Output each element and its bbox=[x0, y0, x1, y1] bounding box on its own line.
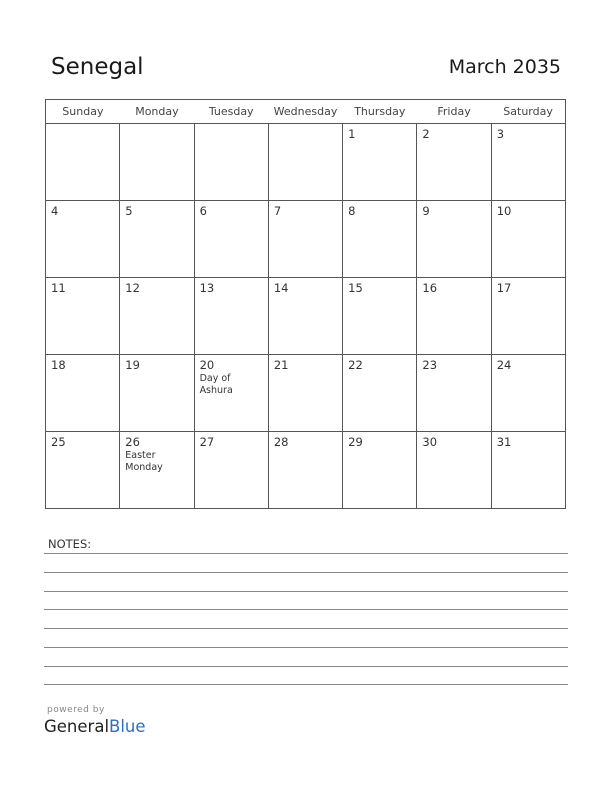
day-number: 3 bbox=[496, 127, 505, 141]
day-number: 9 bbox=[422, 204, 430, 218]
day-number: 22 bbox=[348, 358, 363, 372]
day-cell bbox=[194, 432, 268, 509]
weekday-tuesday: Tuesday bbox=[194, 100, 268, 124]
day-number: 16 bbox=[422, 281, 438, 295]
week-row bbox=[46, 124, 566, 201]
notes-line bbox=[44, 666, 568, 667]
day-number: 17 bbox=[496, 281, 512, 295]
powered-by-text: powered by bbox=[47, 705, 105, 715]
day-number: 25 bbox=[51, 435, 66, 449]
day-cell bbox=[194, 201, 268, 278]
calendar-grid bbox=[45, 99, 566, 509]
week-row bbox=[46, 355, 566, 432]
day-number: 6 bbox=[199, 204, 207, 218]
day-number: 27 bbox=[199, 435, 215, 449]
weekday-friday: Friday bbox=[417, 100, 491, 124]
week-row bbox=[46, 432, 566, 509]
day-number: 4 bbox=[51, 204, 59, 218]
day-cell bbox=[343, 124, 417, 201]
day-cell-empty bbox=[120, 124, 194, 201]
day-number: 8 bbox=[348, 204, 356, 218]
brand-logo[interactable] bbox=[44, 717, 146, 736]
day-cell-empty bbox=[46, 124, 120, 201]
day-cell bbox=[417, 278, 491, 355]
day-cell bbox=[268, 201, 342, 278]
notes-line bbox=[44, 684, 568, 685]
day-cell bbox=[120, 355, 194, 432]
day-cell bbox=[343, 278, 417, 355]
day-cell bbox=[417, 124, 491, 201]
brand-logo-part-general: General bbox=[44, 717, 110, 736]
day-cell bbox=[491, 124, 565, 201]
day-number: 23 bbox=[422, 358, 438, 372]
notes-line bbox=[44, 609, 568, 610]
notes-line bbox=[44, 647, 568, 648]
day-cell bbox=[491, 432, 565, 509]
weekday-sunday: Sunday bbox=[46, 100, 120, 124]
day-number: 14 bbox=[273, 281, 289, 295]
day-number: 2 bbox=[422, 127, 430, 141]
weekday-thursday: Thursday bbox=[343, 100, 417, 124]
day-cell bbox=[46, 432, 120, 509]
day-number: 1 bbox=[348, 127, 356, 141]
day-number: 19 bbox=[125, 358, 140, 372]
day-cell bbox=[194, 278, 268, 355]
day-number: 24 bbox=[496, 358, 512, 372]
day-cell bbox=[417, 355, 491, 432]
day-cell bbox=[46, 355, 120, 432]
day-cell bbox=[417, 432, 491, 509]
weekday-saturday: Saturday bbox=[491, 100, 565, 124]
notes-line bbox=[44, 572, 568, 573]
brand-logo-part-blue: Blue bbox=[109, 717, 146, 736]
day-cell bbox=[343, 432, 417, 509]
day-cell bbox=[46, 278, 120, 355]
calendar-country-title: Senegal bbox=[51, 54, 144, 80]
day-cell bbox=[343, 201, 417, 278]
day-number: 18 bbox=[51, 358, 66, 372]
day-cell-holiday bbox=[194, 355, 268, 432]
notes-label: NOTES: bbox=[48, 537, 92, 551]
day-number: 21 bbox=[273, 358, 289, 372]
notes-line bbox=[44, 591, 568, 592]
calendar-month-title: March 2035 bbox=[448, 56, 561, 78]
weekday-monday: Monday bbox=[120, 100, 194, 124]
day-cell bbox=[120, 278, 194, 355]
day-cell-empty bbox=[194, 124, 268, 201]
day-cell bbox=[491, 201, 565, 278]
day-number: 12 bbox=[125, 281, 140, 295]
day-number: 15 bbox=[348, 281, 363, 295]
day-number: 20 bbox=[199, 358, 215, 372]
day-cell bbox=[491, 278, 565, 355]
day-cell-holiday bbox=[120, 432, 194, 509]
day-number: 7 bbox=[273, 204, 282, 218]
day-cell bbox=[491, 355, 565, 432]
week-row bbox=[46, 278, 566, 355]
holiday-label: Day of Ashura bbox=[199, 373, 233, 396]
day-number: 29 bbox=[348, 435, 363, 449]
day-cell bbox=[268, 355, 342, 432]
day-number: 31 bbox=[496, 435, 512, 449]
week-row bbox=[46, 201, 566, 278]
day-number: 26 bbox=[125, 435, 140, 449]
weekday-header-row bbox=[46, 100, 566, 124]
day-number: 11 bbox=[51, 281, 66, 295]
day-number: 5 bbox=[125, 204, 133, 218]
day-cell bbox=[417, 201, 491, 278]
day-number: 30 bbox=[422, 435, 438, 449]
day-number: 28 bbox=[273, 435, 289, 449]
day-cell bbox=[268, 432, 342, 509]
day-cell bbox=[268, 278, 342, 355]
day-cell bbox=[46, 201, 120, 278]
day-cell-empty bbox=[268, 124, 342, 201]
day-number: 10 bbox=[496, 204, 512, 218]
holiday-label: Easter Monday bbox=[125, 450, 163, 473]
notes-line bbox=[44, 628, 568, 629]
day-cell bbox=[120, 201, 194, 278]
weekday-wednesday: Wednesday bbox=[268, 100, 342, 124]
notes-line bbox=[44, 553, 568, 554]
day-cell bbox=[343, 355, 417, 432]
day-number: 13 bbox=[199, 281, 215, 295]
